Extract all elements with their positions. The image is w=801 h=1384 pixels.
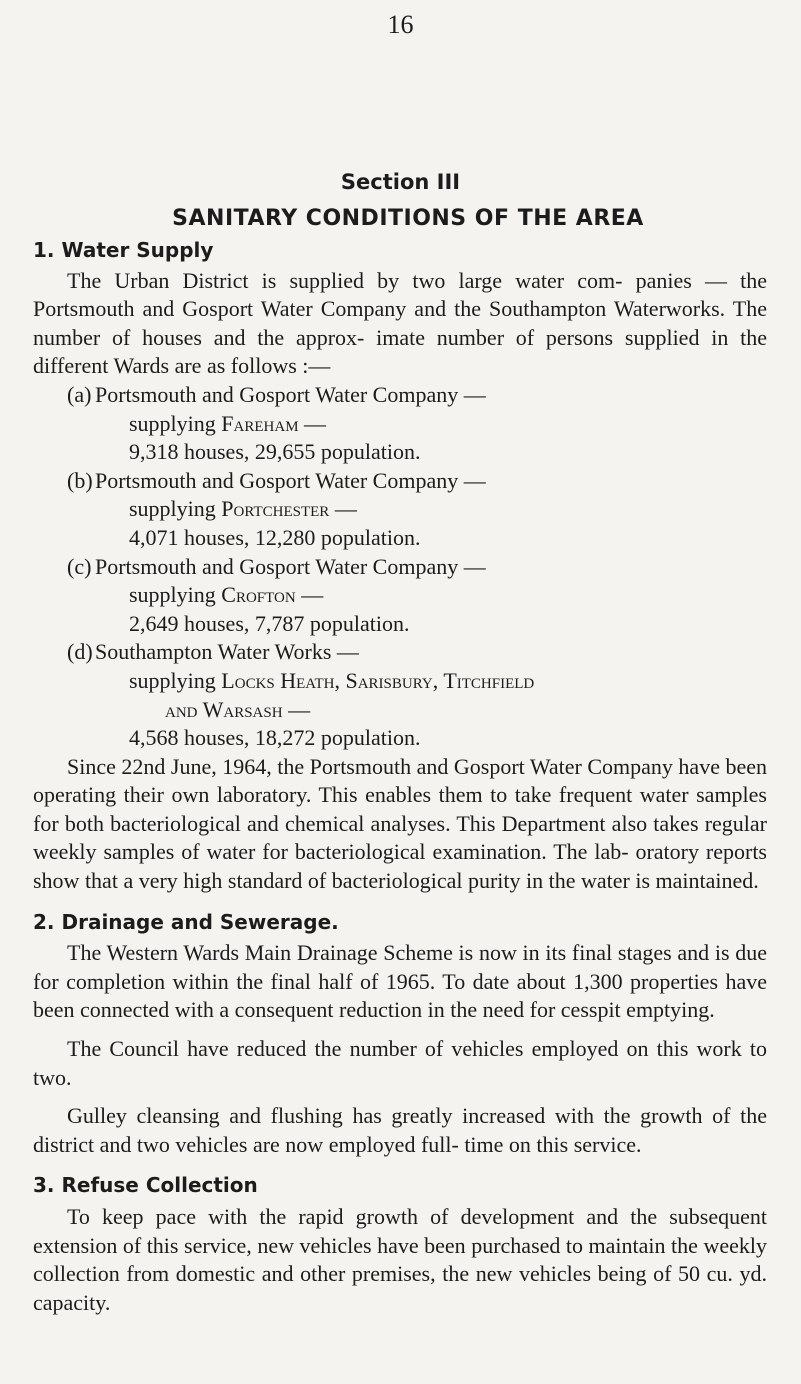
- item-label: (b): [67, 467, 93, 493]
- drainage-heading: 2. Drainage and Sewerage.: [33, 909, 339, 934]
- list-item: [33, 553, 767, 639]
- section-title: Section III: [340, 170, 461, 194]
- item-area-continued: and Warsash —: [165, 696, 311, 722]
- list-item: [33, 638, 767, 752]
- item-label: (a): [67, 381, 92, 407]
- drainage-paragraph-1: The Western Wards Main Drainage Scheme is now in its final stages and is due for completion within the final half of 1965. To date about 1,300 properties have been connected with a consequent reduction in the need for cesspit emptying.: [33, 940, 767, 1023]
- item-area: Crofton: [221, 582, 296, 608]
- item-label: (d): [67, 639, 93, 665]
- item-supplying: supplying Locks Heath, Sarisbury, Titchfield: [129, 667, 535, 693]
- drainage-paragraph-3: Gulley cleansing and flushing has greatly increased with the growth of the district and two vehicles are now employed full- time on this service.: [33, 1103, 767, 1157]
- main-heading: SANITARY CONDITIONS OF THE AREA: [172, 206, 644, 231]
- item-company: Portsmouth and Gosport Water Company —: [95, 553, 486, 579]
- page-number: 16: [387, 10, 414, 39]
- item-stats: 9,318 houses, 29,655 population.: [129, 439, 421, 465]
- item-label: (c): [67, 553, 92, 579]
- item-supplying: supplying Portchester —: [129, 496, 357, 522]
- refuse-heading: 3. Refuse Collection: [33, 1173, 258, 1198]
- drainage-paragraph-2: The Council have reduced the number of vehicles employed on this work to two.: [33, 1036, 767, 1090]
- water-supply-closing: Since 22nd June, 1964, the Portsmouth and Gosport Water Company have been operating their own laboratory. This enables them to take frequent water samples for both bacteriological and chemical analyses. This Department also takes regular weekly samples of water for bacteriological examination. The lab- oratory reports show that a very high standard of bacteriological purity in the water is maintained.: [33, 753, 767, 894]
- item-company: Southampton Water Works —: [95, 639, 359, 665]
- item-stats: 4,568 houses, 18,272 population.: [129, 725, 421, 751]
- item-area: Locks Heath, Sarisbury, Titchfield: [221, 667, 535, 693]
- water-supply-heading: 1. Water Supply: [33, 238, 214, 262]
- item-company: Portsmouth and Gosport Water Company —: [95, 381, 486, 407]
- list-item: [33, 381, 767, 467]
- refuse-paragraph: To keep pace with the rapid growth of development and the subsequent extension of this service, new vehicles have been purchased to maintain the weekly collection from domestic and other premises, the new vehicles being of 50 cu. yd. capacity.: [33, 1204, 767, 1315]
- water-supply-intro: The Urban District is supplied by two large water com- panies — the Portsmouth and Gosport Water Company and the Southampton Waterworks. The number of houses and the approx- imate number of persons supplied in the different Wards are as follows :—: [33, 267, 767, 379]
- item-supplying: supplying Crofton —: [129, 582, 324, 608]
- item-supplying: supplying Fareham —: [129, 410, 327, 436]
- item-area: Fareham: [221, 410, 299, 436]
- item-stats: 2,649 houses, 7,787 population.: [129, 610, 410, 636]
- item-area: Portchester: [221, 496, 330, 522]
- item-company: Portsmouth and Gosport Water Company —: [95, 467, 486, 493]
- document-body: [33, 236, 767, 1317]
- list-item: [33, 467, 767, 553]
- item-stats: 4,071 houses, 12,280 population.: [129, 524, 421, 550]
